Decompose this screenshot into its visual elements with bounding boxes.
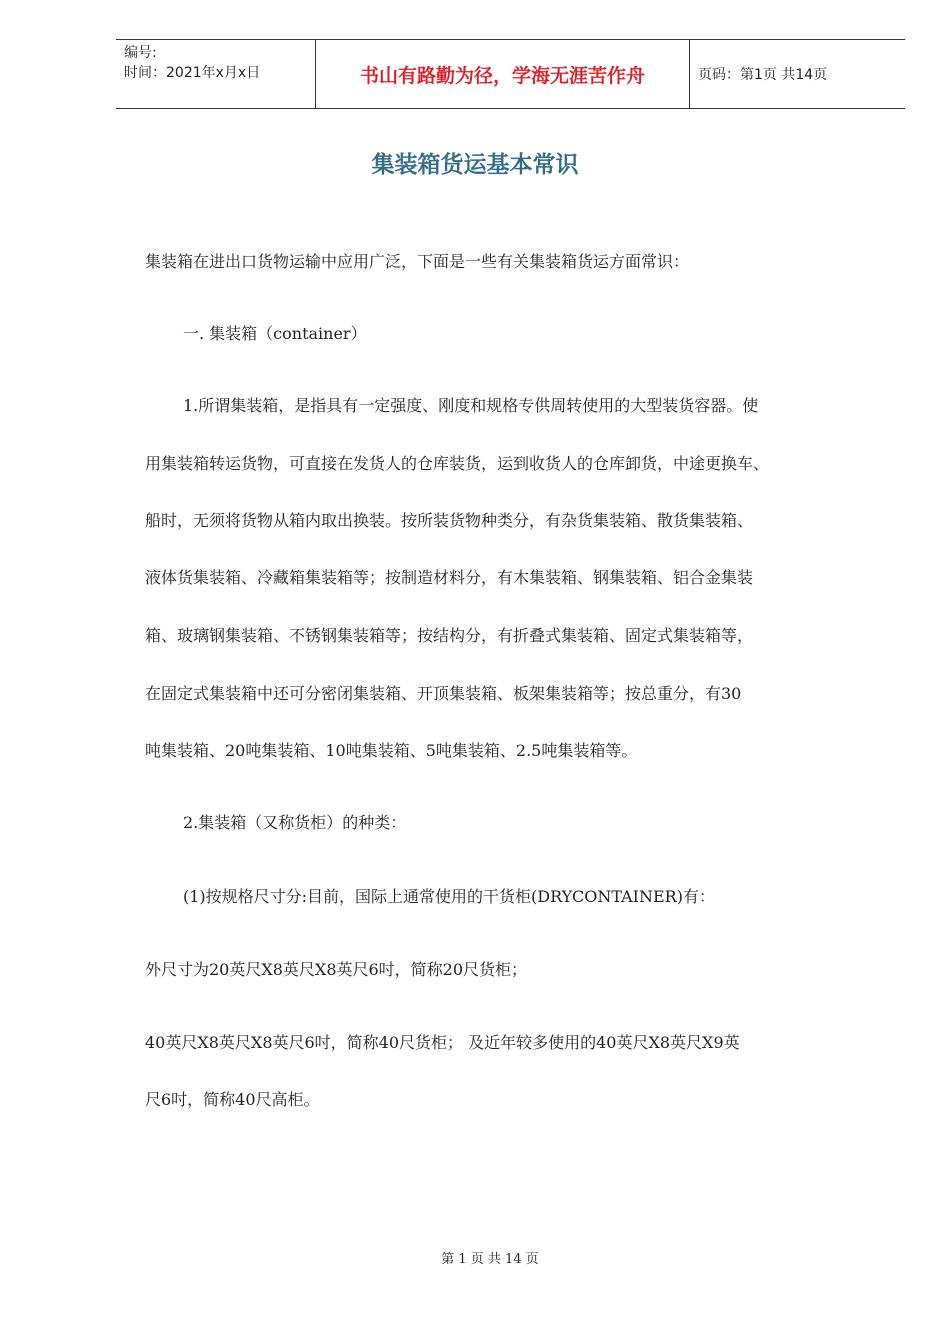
header-motto: 书山有路勤为径，学海无涯苦作舟	[316, 40, 690, 108]
body-line: 尺6吋，简称40尺高柜。	[145, 1090, 320, 1109]
document-title: 集装箱货运基本常识	[371, 152, 579, 178]
page-number: 第 1 页 共 14 页	[441, 1252, 539, 1267]
body-line: 液体货集装箱、冷藏箱集装箱等；按制造材料分，有木集装箱、钢集装箱、铝合金集装	[145, 568, 754, 587]
body-line: 用集装箱转运货物，可直接在发货人的仓库装货，运到收货人的仓库卸货，中途更换车、	[145, 454, 770, 473]
body-line: 外尺寸为20英尺X8英尺X8英尺6吋，简称20尺货柜；	[145, 960, 528, 979]
page-footer	[0, 1248, 950, 1267]
body-line: 在固定式集装箱中还可分密闭集装箱、开顶集装箱、板架集装箱等；按总重分，有30	[145, 684, 742, 703]
header-page-info: 页码：第1页 共14页	[698, 67, 828, 83]
body-line: 船时，无须将货物从箱内取出换装。按所装货物种类分，有杂货集装箱、散货集装箱、	[145, 511, 754, 530]
header-meta	[116, 40, 316, 108]
body-line: 40英尺X8英尺X8英尺6吋，简称40尺货柜； 及近年较多使用的40英尺X8英尺X9英	[145, 1033, 740, 1052]
date-label: 时间：2021年x月x日	[124, 65, 261, 81]
body-line: 吨集装箱、20吨集装箱、10吨集装箱、5吨集装箱、2.5吨集装箱等。	[145, 741, 638, 760]
section-heading: 一. 集装箱（container）	[183, 324, 367, 343]
intro-line: 集装箱在进出口货物运输中应用广泛，下面是一些有关集装箱货运方面常识：	[145, 252, 690, 271]
subsection-heading: 2.集装箱（又称货柜）的种类：	[183, 813, 407, 832]
page-header	[116, 39, 905, 109]
body-line: 1.所谓集装箱，是指具有一定强度、刚度和规格专供周转使用的大型装货容器。使	[183, 396, 759, 415]
body-line: 箱、玻璃钢集装箱、不锈钢集装箱等；按结构分，有折叠式集装箱、固定式集装箱等，	[145, 626, 754, 645]
serial-number-label: 编号:	[124, 45, 157, 61]
body-line: (1)按规格尺寸分:目前，国际上通常使用的干货柜(DRYCONTAINER)有：	[183, 887, 715, 906]
